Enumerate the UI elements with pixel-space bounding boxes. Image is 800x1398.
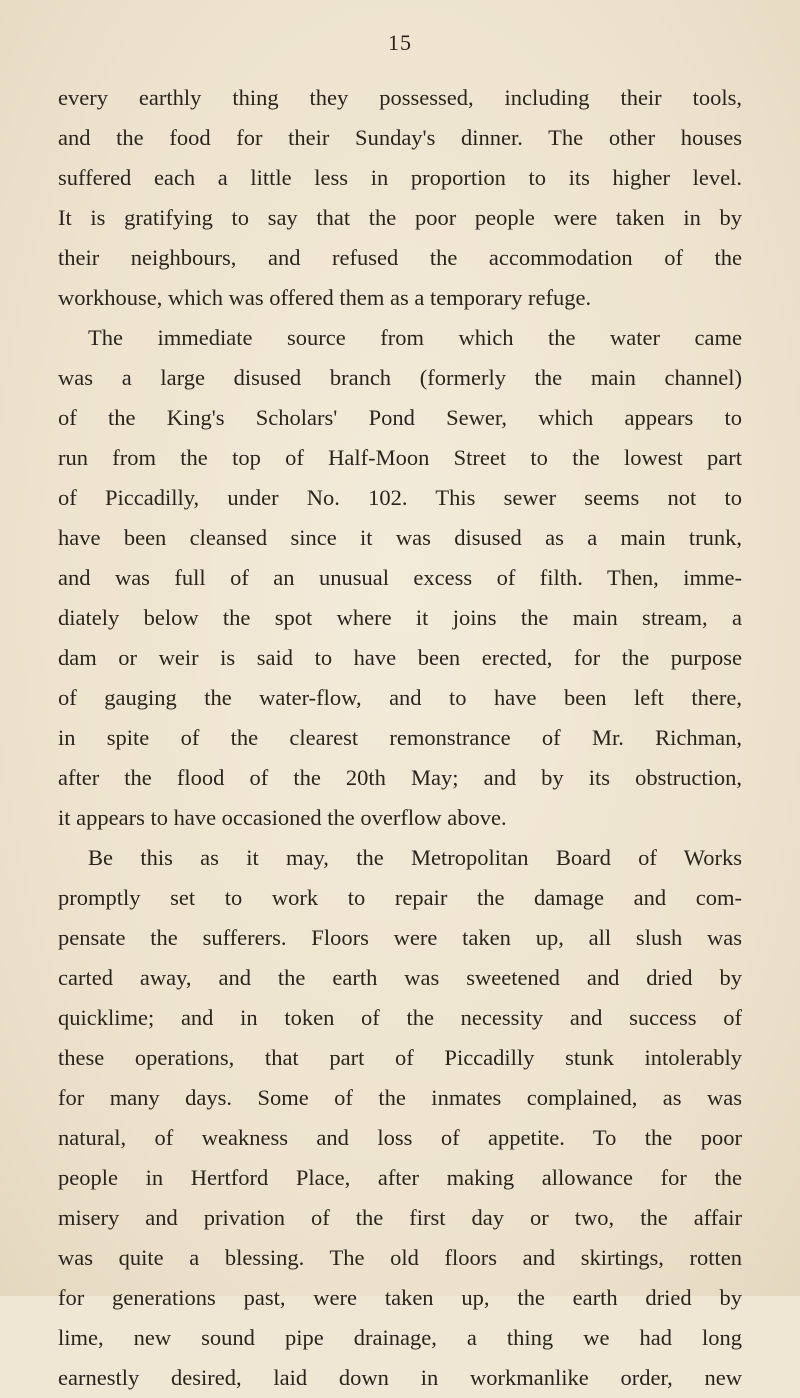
text-line: misery and privation of the first day or two, the affair: [58, 1205, 742, 1230]
text-line: after the flood of the 20th May; and by its obstruction,: [58, 765, 742, 790]
text-line: every earthly thing they possessed, including their tools,: [58, 85, 742, 110]
text-line: was a large disused branch (formerly the main channel): [58, 365, 742, 390]
text-line: diately below the spot where it joins the main stream, a: [58, 605, 742, 630]
text-line: was quite a blessing. The old floors and skirtings, rotten: [58, 1245, 742, 1270]
body-text: [58, 78, 742, 1398]
text-line: suffered each a little less in proportion to its higher level.: [58, 165, 742, 190]
text-line: earnestly desired, laid down in workmanlike order, new: [58, 1365, 742, 1390]
text-line: have been cleansed since it was disused as a main trunk,: [58, 525, 742, 550]
text-line: workhouse, which was offered them as a temporary refuge.: [58, 285, 592, 310]
text-line: and was full of an unusual excess of filth. Then, imme-: [58, 565, 742, 590]
text-line: It is gratifying to say that the poor people were taken in by: [58, 205, 742, 230]
text-line: pensate the sufferers. Floors were taken up, all slush was: [58, 925, 742, 950]
text-line: in spite of the clearest remonstrance of Mr. Richman,: [58, 725, 742, 750]
text-line: these operations, that part of Piccadilly stunk intolerably: [58, 1045, 742, 1070]
text-line: of gauging the water-flow, and to have been left there,: [58, 685, 742, 710]
text-line: run from the top of Half-Moon Street to the lowest part: [58, 445, 742, 470]
text-line: it appears to have occasioned the overflow above.: [58, 805, 507, 830]
text-line: natural, of weakness and loss of appetite. To the poor: [58, 1125, 742, 1150]
text-line: promptly set to work to repair the damage and com-: [58, 885, 742, 910]
text-line: quicklime; and in token of the necessity and success of: [58, 1005, 742, 1030]
text-line: The immediate source from which the water came: [88, 325, 742, 350]
text-line: dam or weir is said to have been erected, for the purpose: [58, 645, 742, 670]
text-line: Be this as it may, the Metropolitan Board of Works: [88, 845, 742, 870]
text-line: their neighbours, and refused the accommodation of the: [58, 245, 742, 270]
text-line: lime, new sound pipe drainage, a thing we had long: [58, 1325, 742, 1350]
text-line: for many days. Some of the inmates complained, as was: [58, 1085, 742, 1110]
text-line: and the food for their Sunday's dinner. The other houses: [58, 125, 742, 150]
text-line: of Piccadilly, under No. 102. This sewer seems not to: [58, 485, 742, 510]
text-line: people in Hertford Place, after making allowance for the: [58, 1165, 742, 1190]
page-number: 15: [388, 30, 412, 55]
text-line: for generations past, were taken up, the earth dried by: [58, 1285, 742, 1310]
text-line: of the King's Scholars' Pond Sewer, which appears to: [58, 405, 742, 430]
text-line: carted away, and the earth was sweetened and dried by: [58, 965, 742, 990]
